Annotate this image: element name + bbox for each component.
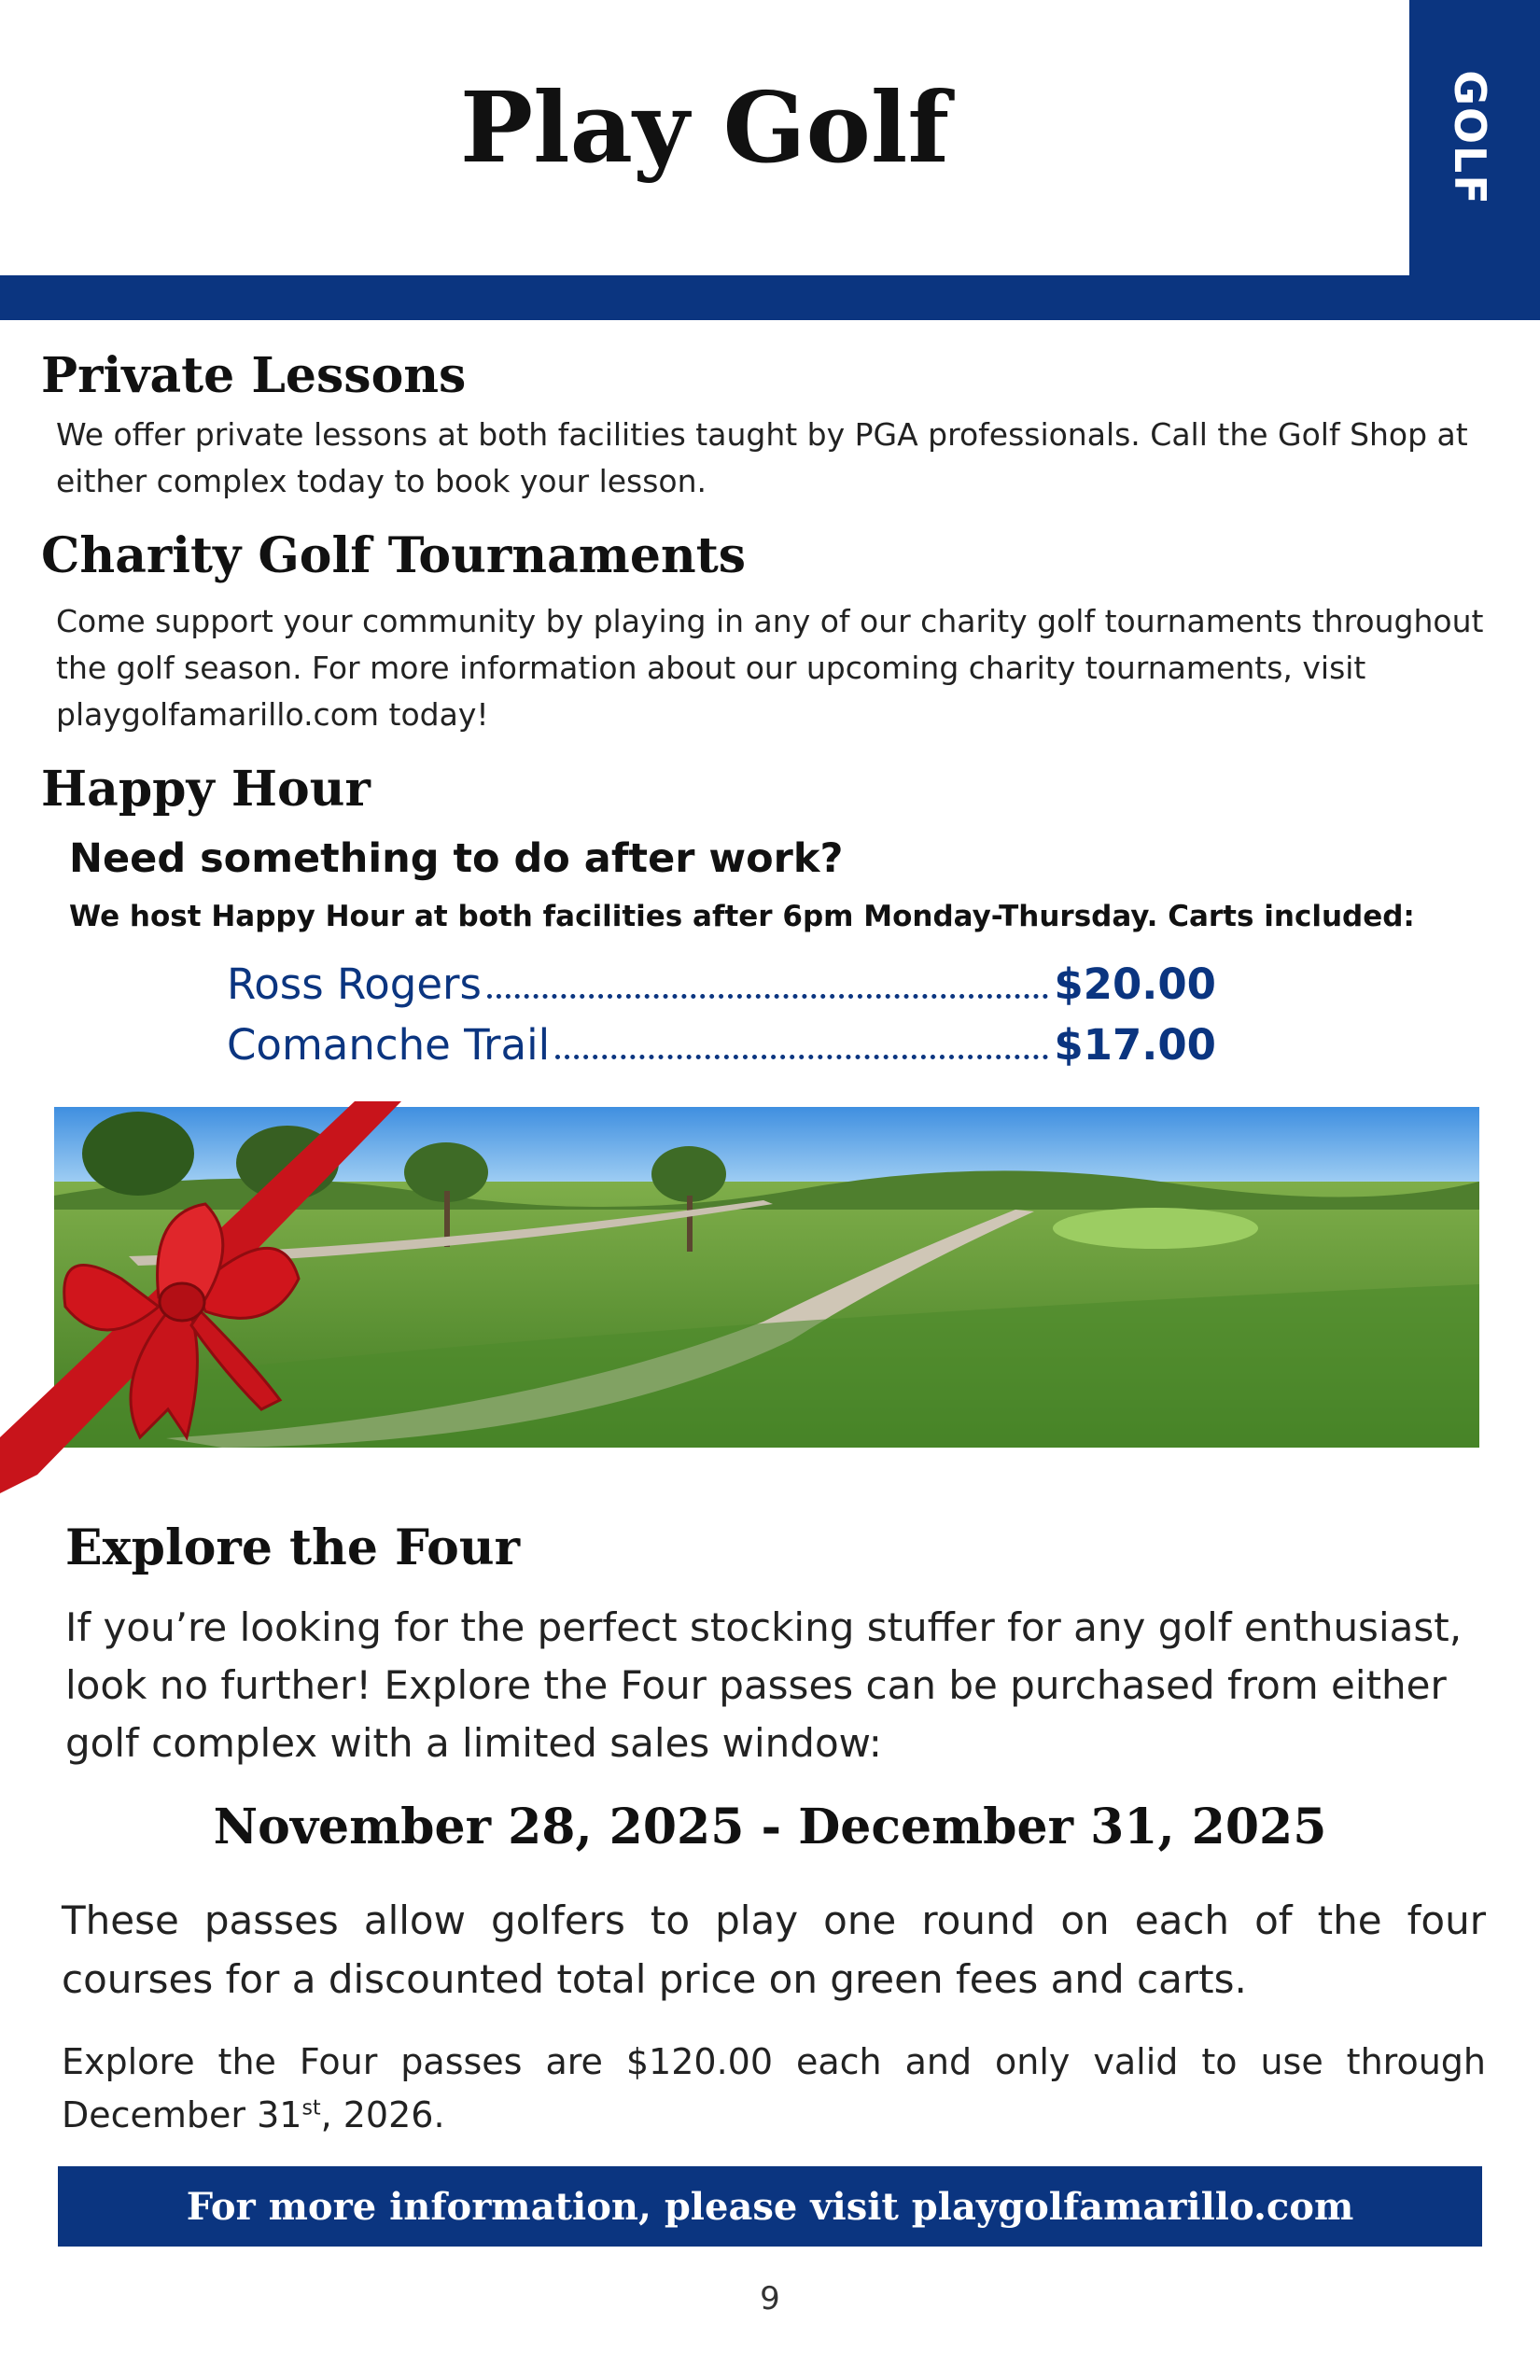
course-price: $17.00 — [1054, 1020, 1216, 1070]
course-name: Comanche Trail — [227, 1020, 551, 1070]
happy-hour-subheading: Need something to do after work? — [69, 835, 844, 882]
golf-section-tab-label: GOLF — [1445, 70, 1495, 206]
happy-hour-details: We host Happy Hour at both facilities after 6pm Monday-Thursday. Carts included: — [69, 900, 1415, 933]
page-title: Play Golf — [459, 70, 950, 185]
more-info-banner: For more information, please visit playgolfamarillo.com — [58, 2166, 1482, 2247]
private-lessons-text: We offer private lessons at both facilities taught by PGA professionals. Call the Golf Shop at either complex today to book your lesson. — [56, 416, 1468, 499]
price-row-ross-rogers — [227, 959, 1216, 1012]
header-bar — [0, 275, 1540, 320]
explore-intro: If you’re looking for the perfect stocking stuffer for any golf enthusiast, look no further! Explore the Four passes can be purchased from either golf complex with a limited sales window: — [65, 1604, 1463, 1766]
price-row-comanche-trail — [227, 1020, 1216, 1072]
page-number: 9 — [760, 2280, 780, 2317]
private-lessons-heading: Private Lessons — [41, 347, 467, 404]
explore-heading: Explore the Four — [65, 1519, 520, 1576]
explore-price-text: Explore the Four passes are $120.00 each and only valid to use through December 31st, 2026. — [62, 2041, 1486, 2135]
course-price: $20.00 — [1054, 959, 1216, 1009]
explore-passes-text: These passes allow golfers to play one round on each of the four courses for a discounted total price on green fees and carts. — [62, 1897, 1486, 2002]
charity-text: Come support your community by playing in any of our charity golf tournaments throughout the golf season. For more information about our upcoming charity tournaments, visit playgolfamarillo.com today! — [56, 603, 1484, 733]
dot-leader — [555, 1054, 1048, 1059]
sales-window-dates: November 28, 2025 - December 31, 2025 — [213, 1799, 1327, 1855]
dot-leader — [487, 993, 1048, 999]
charity-heading: Charity Golf Tournaments — [41, 527, 747, 584]
course-name: Ross Rogers — [227, 959, 482, 1009]
happy-hour-heading: Happy Hour — [41, 761, 371, 818]
red-ribbon-bow — [0, 1101, 411, 1512]
